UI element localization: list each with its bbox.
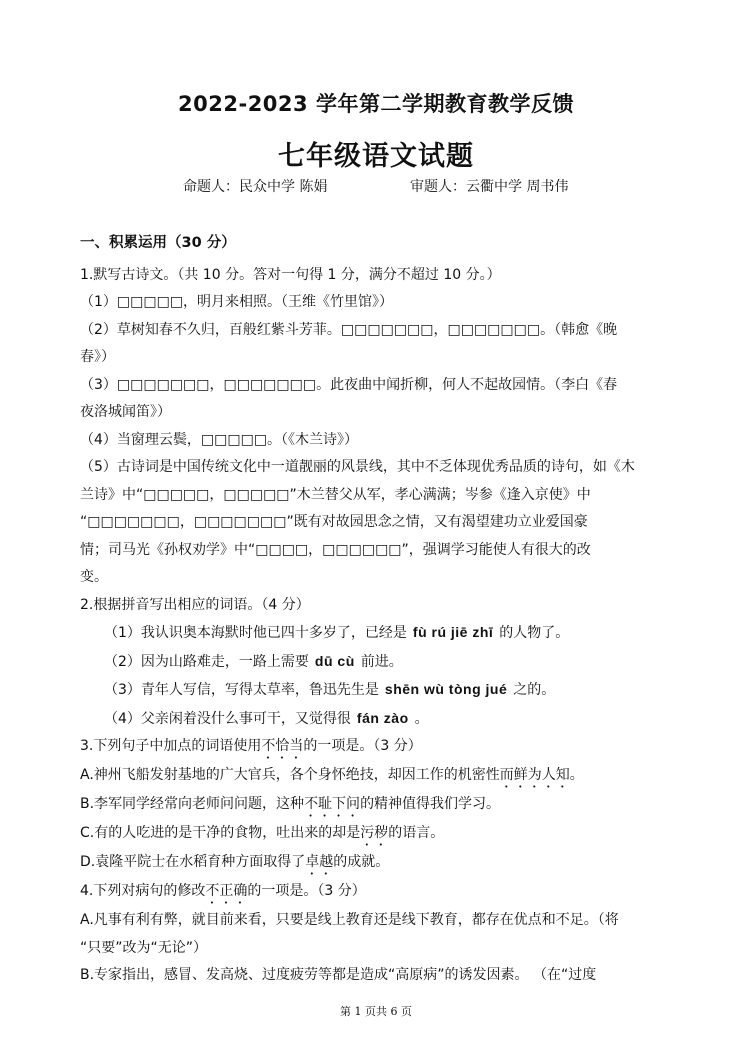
q1-line-4: （4）当窗理云鬓，□□□□□。（《木兰诗》） <box>80 431 359 448</box>
q1-stem: 1.默写古诗文。（共 10 分。答对一句得 1 分，满分不超过 10 分。） <box>80 266 501 283</box>
q1-line-3b: 夜洛城闻笛》） <box>80 404 171 420</box>
author-reviewer: 审题人：云衢中学 周书伟 <box>410 179 569 195</box>
page-number: 第 1 页共 6 页 <box>340 1005 412 1018</box>
q3-option-b <box>80 791 680 820</box>
q3-a-tail: 。 <box>569 767 584 783</box>
q3-stem-dotted: 不恰当 <box>261 738 304 754</box>
q1-line-2a: （2）草树知春不久归，百般红紫斗芳菲。□□□□□□□，□□□□□□□。（韩愈《晚 <box>80 321 618 338</box>
q4-stem-dotted: 不正确 <box>205 883 248 899</box>
q4-stem <box>80 878 680 907</box>
q2-s2-pinyin: dū cù <box>314 652 355 669</box>
exam-title: 2022-2023 学年第二学期教育教学反馈 <box>178 92 574 116</box>
q1-line-5b: 兰诗》中“□□□□□，□□□□□”木兰替父从军，孝心满满；岑参《逢入京使》中 <box>80 486 591 503</box>
q1-line-3a: （3）□□□□□□□，□□□□□□□。此夜曲中闻折柳，何人不起故园情。（李白《春 <box>80 376 618 393</box>
q1-line-5e: 变。 <box>80 569 108 585</box>
q3-option-d <box>80 849 680 878</box>
q3-d-tail: 的成就。 <box>333 854 390 870</box>
q3-stem <box>80 733 680 762</box>
q3-a-dotted: 而鲜为人知 <box>499 767 570 783</box>
q2-s3-pinyin: shēn wù tòng jué <box>384 681 508 697</box>
q1-line-5d: 情；司马光《孙权劝学》中“□□□□，□□□□□□”，强调学习能使人有很大的改 <box>80 541 591 558</box>
q4-stem-text: 4.下列对病句的修改 <box>80 883 206 899</box>
q3-c-tail: 的语言。 <box>388 825 445 841</box>
q2-s1-tail: 的人物了。 <box>499 625 570 641</box>
q2-s3-text: （3）青年人写信，写得太草率，鲁迅先生是 <box>104 682 379 698</box>
q3-stem-text: 3.下列句子中加点的词语使用 <box>80 738 262 754</box>
q2-sentence-3 <box>80 676 680 705</box>
q3-b-text: B.李军同学经常向老师问问题，这种 <box>80 796 305 812</box>
q1-line-1: （1）□□□□□，明月来相照。（王维《竹里馆》） <box>80 294 394 310</box>
q3-b-dotted: 不耻下问 <box>304 796 361 812</box>
author-setter: 命题人：民众中学 陈娟 <box>183 179 328 195</box>
q2-s1-pinyin: fù rú jiē zhī <box>412 624 494 640</box>
q3-c-dotted: 污秽 <box>360 825 389 841</box>
q3-d-text: D.袁隆平院士在水稻育种方面取得了 <box>80 854 306 870</box>
q3-option-c <box>80 820 680 849</box>
q1-line-2b: 春》） <box>80 349 115 365</box>
q2-sentence-4 <box>80 705 680 734</box>
q2-s2-text: （2）因为山路难走，一路上需要 <box>104 653 309 670</box>
q2-s4-pinyin: fán zào <box>356 709 409 726</box>
q1-line-5a: （5）古诗词是中国传统文化中一道靓丽的风景线，其中不乏体现优秀品质的诗句，如《木 <box>80 459 635 475</box>
q2-s2-tail: 前进。 <box>360 653 403 670</box>
q4-option-a-line1: A.凡事有利有弊，就目前来看，只要是线上教育还是线下教育，都存在优点和不足。（将 <box>80 912 619 928</box>
q2-s4-tail: 。 <box>414 710 429 727</box>
exam-subtitle: 七年级语文试题 <box>278 141 474 172</box>
q3-a-text: A.神州飞船发射基地的广大官兵，各个身怀绝技，却因工作的机密性 <box>80 767 500 783</box>
section-title: 一、积累运用（30 分） <box>80 235 236 251</box>
q3-option-a <box>80 762 680 791</box>
q3-d-dotted: 卓越 <box>305 854 334 870</box>
q3-stem-tail: 的一项是。（3 分） <box>303 738 422 754</box>
q2-s3-tail: 之的。 <box>513 682 556 698</box>
q2-sentence-2 <box>80 648 680 677</box>
q2-s1-text: （1）我认识奥本海默时他已四十多岁了，已经是 <box>104 625 407 641</box>
q4-stem-tail: 的一项是。（3 分） <box>247 883 366 899</box>
q4-option-a-line2: “只要”改为“无论”） <box>80 939 208 956</box>
q2-sentence-1 <box>80 619 680 648</box>
q3-c-text: C.有的人吃进的是干净的食物，吐出来的却是 <box>80 825 361 841</box>
q2-s4-text: （4）父亲闲着没什么事可干，又觉得很 <box>104 710 351 727</box>
exam-content <box>80 230 680 990</box>
q4-option-b-line1: B.专家指出，感冒、发高烧、过度疲劳等都是造成“高原病”的诱发因素。 （在“过度 <box>80 967 597 983</box>
q1-line-5c: “□□□□□□□，□□□□□□□”既有对故园思念之情，又有渴望建功立业爱国豪 <box>80 514 588 530</box>
q2-stem: 2.根据拼音写出相应的词语。（4 分） <box>80 596 310 613</box>
q3-b-tail: 的精神值得我们学习。 <box>360 796 501 812</box>
